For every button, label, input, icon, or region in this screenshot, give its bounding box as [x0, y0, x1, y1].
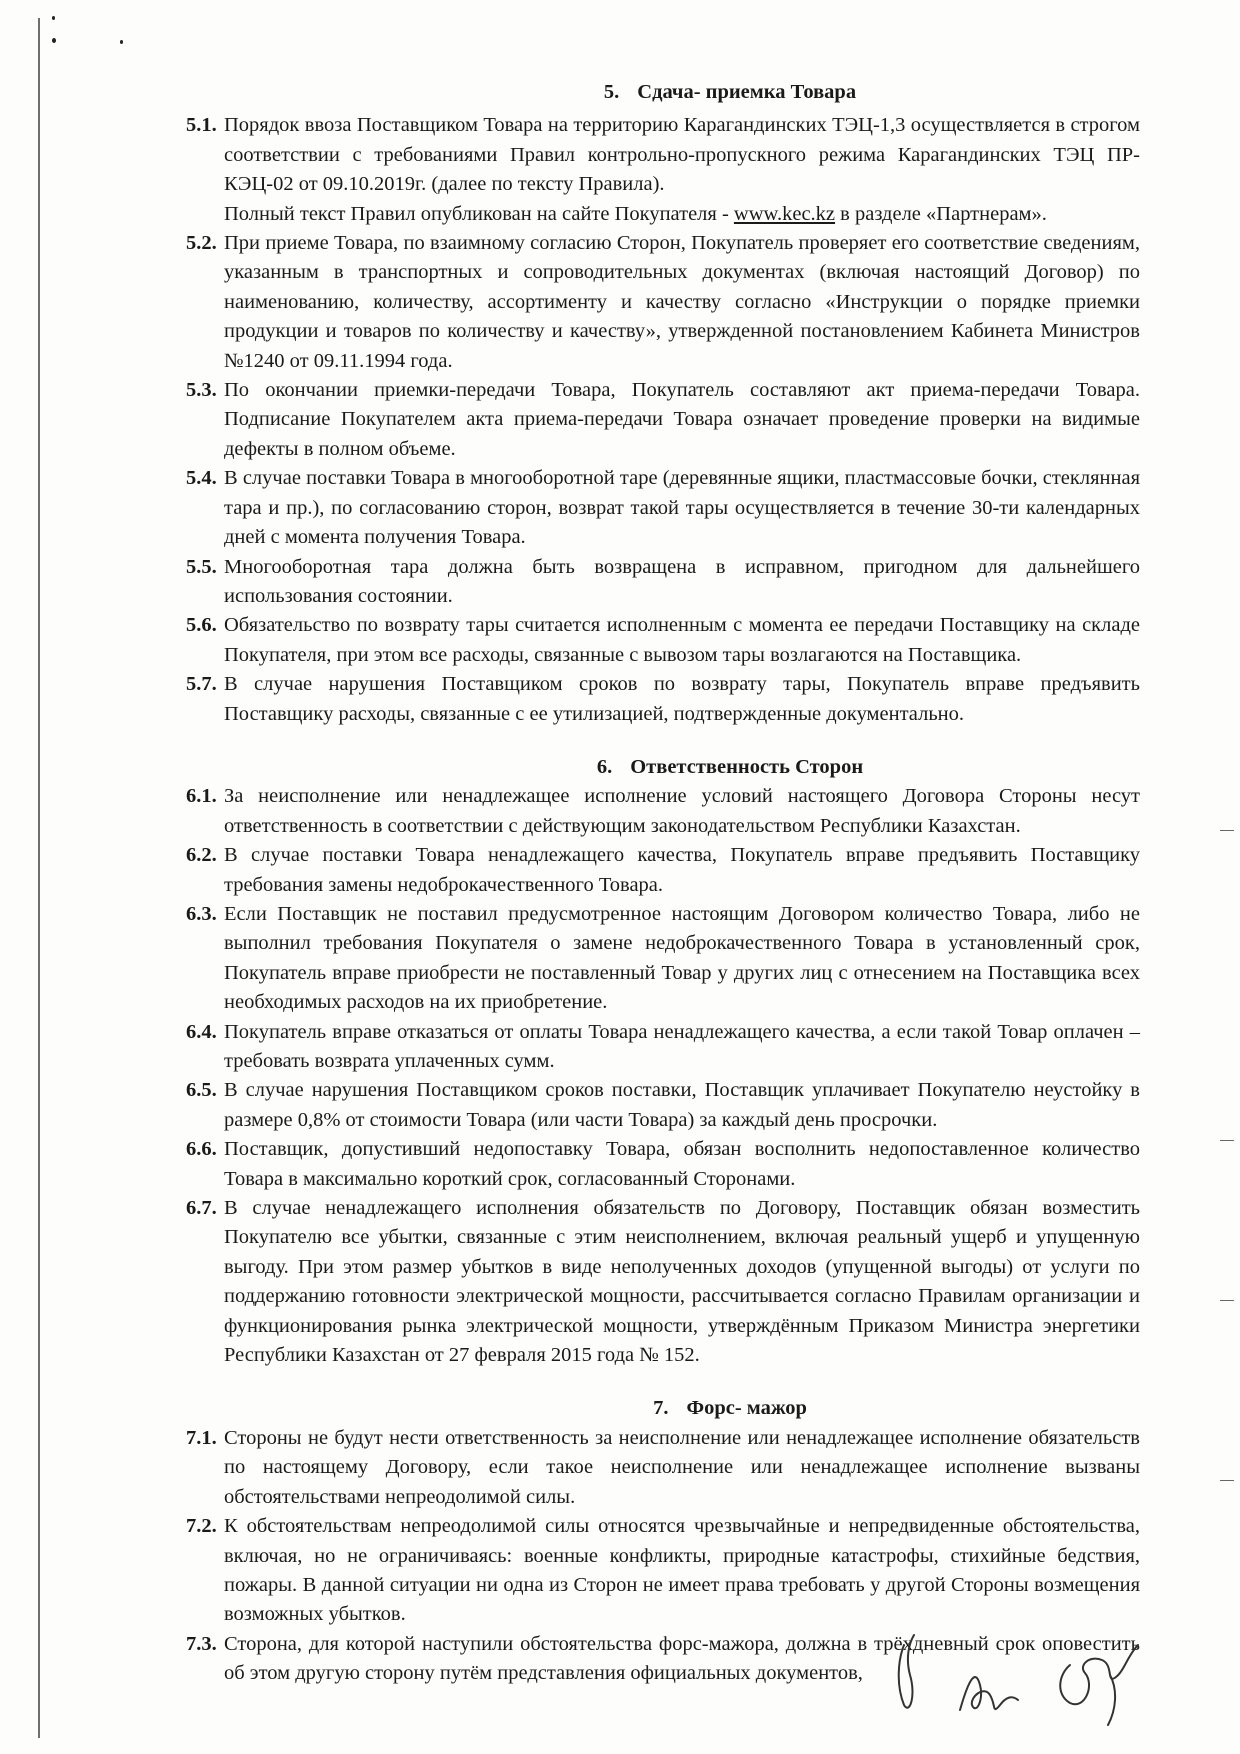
signature-3	[1060, 1645, 1138, 1725]
clause-number: 5.6.	[186, 614, 217, 637]
website-link[interactable]: www.kec.kz	[733, 202, 836, 225]
clause-number: 7.3.	[186, 1632, 217, 1655]
clause-5-6	[186, 611, 1140, 670]
section-title-text: Сдача- приемка Товара	[637, 81, 857, 103]
clause-text-part	[224, 200, 1140, 229]
clause-7-2	[186, 1512, 1140, 1630]
document-body	[186, 78, 1140, 1689]
clause-number: 7.2.	[186, 1515, 217, 1538]
clause-number: 6.2.	[186, 844, 217, 867]
clause-text: Обязательство по возврату тары считается исполненным с момента ее передачи Поставщику на складе Покупателя, при этом все расходы, связанные с вывозом тары возлагаются на Поставщика.	[224, 614, 1140, 666]
clause-6-1	[186, 782, 1140, 841]
clause-number: 5.3.	[186, 379, 217, 402]
clause-6-6	[186, 1135, 1140, 1194]
clause-text: В случае поставки Товара ненадлежащего качества, Покупатель вправе предъявить Поставщику требования замены недоброкачественного Товара.	[224, 844, 1140, 896]
clause-text: В случае нарушения Поставщиком сроков поставки, Поставщик уплачивает Покупателю неустойку в размере 0,8% от стоимости Товара (или части Товара) за каждый день просрочки.	[224, 1079, 1140, 1131]
clause-5-3	[186, 376, 1140, 464]
clause-text: В случае нарушения Поставщиком сроков по возврату тары, Покупатель вправе предъявить Поставщику расходы, связанные с ее утилизацией, подтвержденные документально.	[224, 673, 1140, 725]
clause-text: По окончании приемки-передачи Товара, Покупатель составляют акт приема-передачи Товара. Подписание Покупателем акта приема-передачи Товара означает проведение проверки на видимые дефекты в полном объеме.	[224, 379, 1140, 460]
clause-text-part: в разделе «Партнерам».	[835, 202, 1047, 225]
clause-5-5	[186, 553, 1140, 612]
clause-text: Покупатель вправе отказаться от оплаты Товара ненадлежащего качества, а если такой Товар оплачен – требовать возврата уплаченных сумм.	[224, 1020, 1140, 1072]
clause-text-part: Полный текст Правил опубликован на сайте Покупателя -	[224, 202, 734, 225]
clause-text: За неисполнение или ненадлежащее исполнение условий настоящего Договора Стороны несут ответственность в соответствии с действующим законодательством Республики Казахстан.	[224, 785, 1140, 837]
section-number: 6.	[596, 755, 613, 778]
clause-text: Стороны не будут нести ответственность за неисполнение или ненадлежащее исполнение обязательств по настоящему Договору, если такое неисполнение или ненадлежащее исполнение вызваны обстоятельствами непреодолимой силы.	[224, 1426, 1140, 1508]
clause-text	[224, 111, 1140, 229]
scan-speck	[120, 40, 123, 44]
clause-text: Сторона, для которой наступили обстоятельства форс-мажора, должна в трёхдневный срок оповестить об этом другую сторону путём представления официальных документов,	[224, 1632, 1140, 1685]
clause-text: Многооборотная тара должна быть возвращена в исправном, пригодном для дальнейшего использования состоянии.	[224, 555, 1140, 607]
clause-7-1	[186, 1424, 1140, 1512]
clause-6-7	[186, 1194, 1140, 1370]
clause-number: 5.7.	[186, 673, 217, 696]
clause-number: 6.5.	[186, 1079, 217, 1102]
clause-text: В случае ненадлежащего исполнения обязательств по Договору, Поставщик обязан возместить Покупателю все убытки, связанные с этим неисполнением, включая реальный ущерб и упущенную выгоду. При этом размер убытков в виде неполученных доходов (упущенной выгоды) от услуги по поддержанию готовности электрической мощности, рассчитывается согласно Правилам организации и функционирования рынка электрической мощности, утверждённым Приказом Министра энергетики Республики Казахстан от 27 февраля 2015 года № 152.	[224, 1197, 1140, 1367]
clause-text: К обстоятельствам непреодолимой силы относятся чрезвычайные и непредвиденные обстоятельства, включая, но не ограничиваясь: военные конфликты, природные катастрофы, стихийные бедствия, пожары. В данной ситуации ни одна из Сторон не имеет права требовать у другой Стороны возмещения возможных убытков.	[224, 1515, 1140, 1626]
clause-number: 5.4.	[186, 467, 217, 490]
clause-6-5	[186, 1076, 1140, 1135]
clause-text: Если Поставщик не поставил предусмотренное настоящим Договором количество Товара, либо не выполнил требования Покупателя о замене недоброкачественного Товара в установленный срок, Покупатель вправе приобрести не поставленный Товар у других лиц с отнесением на Поставщика всех необходимых расходов на их приобретение.	[224, 902, 1140, 1014]
clause-text: В случае поставки Товара в многооборотной таре (деревянные ящики, пластмассовые бочки, стеклянная тара и пр.), по согласованию сторон, возврат такой тары осуществляется в течение 30-ти календарных дней с момента получения Товара.	[224, 467, 1140, 549]
section-number: 7.	[653, 1397, 669, 1420]
clause-text: Поставщик, допустивший недопоставку Товара, обязан восполнить недопоставленное количество Товара в максимально короткий срок, согласованный Сторонами.	[224, 1138, 1140, 1190]
handwritten-signatures	[880, 1615, 1200, 1735]
scan-speck	[52, 16, 55, 20]
section-title-7	[190, 1394, 1140, 1423]
clause-6-3	[186, 900, 1140, 1018]
clause-number: 5.1.	[186, 114, 217, 137]
signature-1	[899, 1635, 914, 1708]
scan-edge-mark	[1220, 1140, 1234, 1141]
section-title-5	[190, 78, 1140, 107]
clause-6-2	[186, 841, 1140, 900]
scan-edge-line	[38, 18, 40, 1738]
section-title-text: Форс- мажор	[686, 1397, 807, 1420]
clause-number: 6.3.	[186, 902, 217, 925]
clause-number: 5.5.	[186, 555, 217, 578]
scan-edge-mark	[1220, 830, 1234, 831]
section-title-text: Ответственность Сторон	[630, 755, 864, 778]
scan-edge-mark	[1220, 1480, 1234, 1481]
scan-speck	[52, 38, 56, 43]
clause-number: 6.6.	[186, 1138, 217, 1161]
clause-6-4	[186, 1018, 1140, 1077]
clause-number: 7.1.	[186, 1426, 217, 1449]
signatures-drawing	[880, 1615, 1200, 1735]
clause-5-1	[186, 111, 1140, 229]
clause-5-7	[186, 670, 1140, 729]
clause-5-2	[186, 229, 1140, 376]
clause-5-4	[186, 464, 1140, 552]
signature-2	[960, 1677, 1018, 1710]
clause-number: 6.4.	[186, 1020, 217, 1043]
scan-edge-mark	[1220, 1300, 1234, 1301]
section-number: 5.	[603, 81, 620, 103]
clause-text-part: Порядок ввоза Поставщиком Товара на территорию Карагандинских ТЭЦ-1,3 осуществляется в строгом соответствии с требованиями Правил контрольно-пропускного режима Карагандинских ТЭЦ ПР-КЭЦ-02 от 09.10.2019г. (далее по тексту Правила).	[224, 114, 1140, 196]
clause-number: 6.7.	[186, 1197, 217, 1220]
section-title-6	[190, 753, 1140, 782]
clause-number: 6.1.	[186, 785, 217, 808]
clause-text: При приеме Товара, по взаимному согласию Сторон, Покупатель проверяет его соответствие сведениям, указанным в транспортных и сопроводительных документах (включая настоящий Договор) по наименованию, количеству, ассортименту и качеству согласно «Инструкции о порядке приемки продукции и товаров по количеству и качеству», утвержденной постановлением Кабинета Министров №1240 от 09.11.1994 года.	[224, 232, 1140, 372]
clause-number: 5.2.	[186, 232, 217, 255]
